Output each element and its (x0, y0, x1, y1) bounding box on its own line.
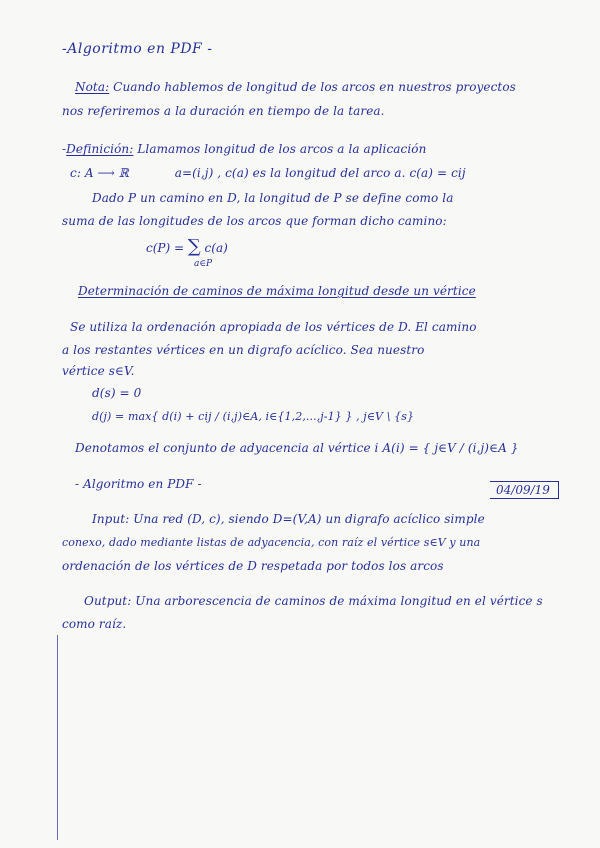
definicion-arc: a=(i,j) , c(a) es la longitud del arco a. c(a) = cij (174, 166, 466, 180)
body-line-3: vértice s∈V. (62, 364, 135, 378)
nota-line-2: nos referiremos a la duración en tiempo de la tarea. (62, 104, 385, 118)
page-title: -Algoritmo en PDF - (62, 41, 213, 57)
margin-line (57, 635, 58, 840)
adjacency-line: Denotamos el conjunto de adyacencia al vértice i A(i) = { j∈V / (i,j)∈A } (75, 441, 519, 455)
body-line-2: a los restantes vértices en un digrafo acíclico. Sea nuestro (62, 343, 425, 357)
definicion-text-1: Llamamos longitud de los arcos a la aplicación (137, 142, 427, 156)
formula-right: c(a) (204, 241, 228, 255)
nota-text-1: Cuando hablemos de longitud de los arcos en nuestros proyectos (113, 80, 516, 94)
output-line-2: como raíz. (62, 617, 127, 631)
input-line-3: ordenación de los vértices de D respetada por todos los arcos (62, 559, 444, 573)
algorithm-title: - Algoritmo en PDF - (75, 477, 202, 491)
formula-subscript: a∈P (194, 259, 213, 269)
input-line-1: Input: Una red (D, c), siendo D=(V,A) un digrafo acíclico simple (92, 512, 485, 526)
nota-line-1 (75, 80, 516, 94)
equation-2: d(j) = max{ d(i) + cij / (i,j)∈A, i∈{1,2,...,j-1} } , j∈V \ {s} (92, 410, 415, 423)
input-line-2: conexo, dado mediante listas de adyacencia, con raíz el vértice s∈V y una (62, 536, 481, 549)
section-heading: Determinación de caminos de máxima longitud desde un vértice (78, 284, 476, 298)
equation-1: d(s) = 0 (92, 386, 142, 400)
definicion-line-2 (70, 166, 466, 180)
definicion-label: Definición: (66, 142, 134, 156)
body-line-1: Se utiliza la ordenación apropiada de los vértices de D. El camino (70, 320, 477, 334)
formula-left: c(P) = (146, 241, 185, 255)
definicion-line-3: Dado P un camino en D, la longitud de P se define como la (92, 191, 454, 205)
sigma-symbol: ∑ (187, 236, 201, 257)
definicion-line-1: -Definición: Llamamos longitud de los arcos a la aplicación (62, 142, 427, 156)
definicion-line-4: suma de las longitudes de los arcos que forman dicho camino: (62, 214, 447, 228)
nota-label: Nota: (75, 80, 110, 94)
definicion-map: c: A ⟶ ℝ (70, 166, 129, 180)
length-formula (146, 236, 228, 257)
output-line-1: Output: Una arborescencia de caminos de máxima longitud en el vértice s (84, 594, 543, 608)
date-label: 04/09/19 (490, 481, 559, 499)
